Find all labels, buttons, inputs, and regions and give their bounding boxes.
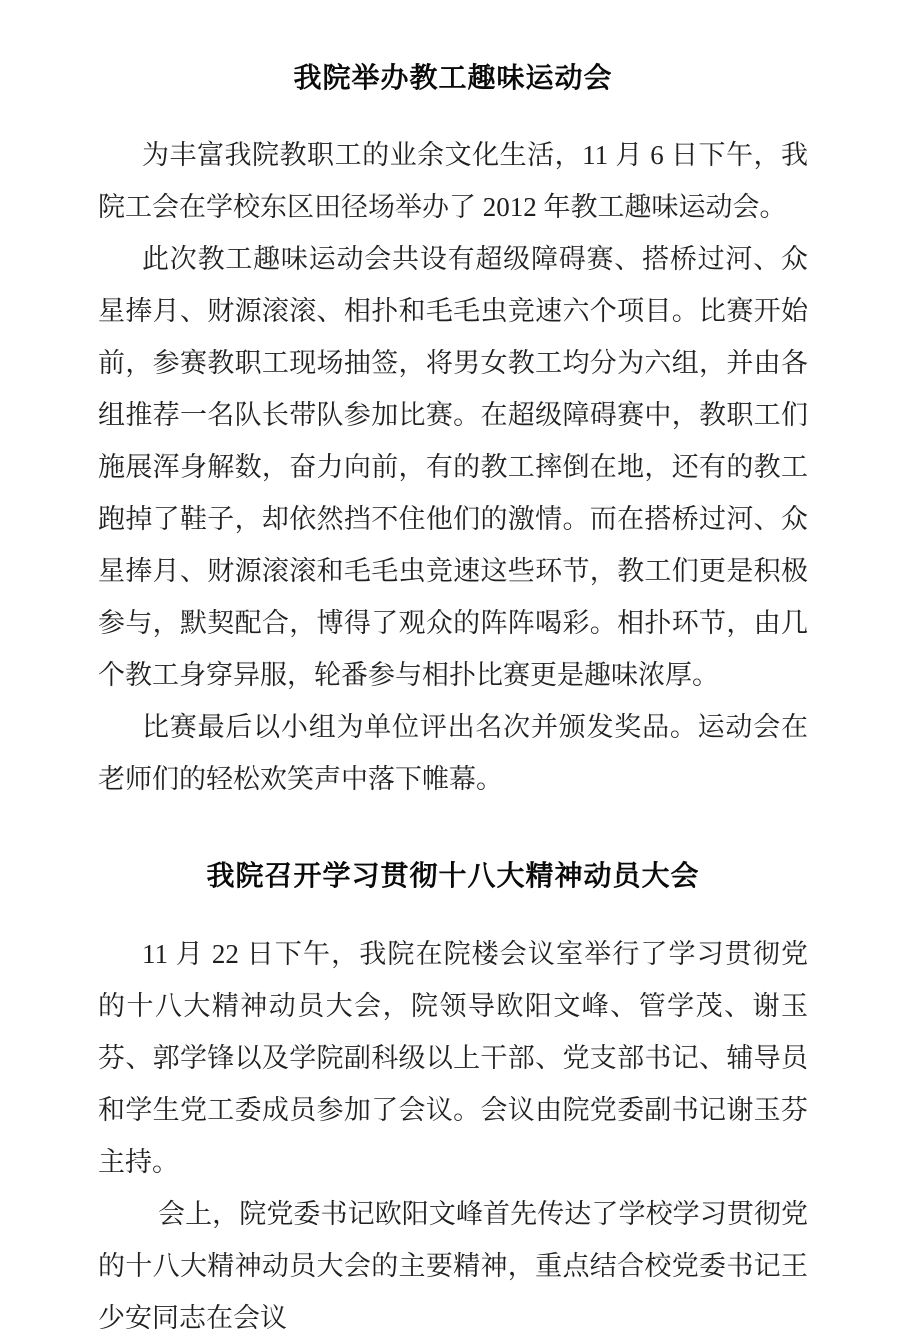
- article-2-title: 我院召开学习贯彻十八大精神动员大会: [206, 859, 700, 892]
- article-1-title: 我院举办教工趣味运动会: [293, 61, 613, 94]
- article-1-paragraph-2: 此次教工趣味运动会共设有超级障碍赛、搭桥过河、众星捧月、财源滚滚、相扑和毛毛虫竞速六个项目。比赛开始前，参赛教职工现场抽签，将男女教工均分为六组，并由各组推荐一名队长带队参加比赛。在超级障碍赛中，教职工们施展浑身解数，奋力向前，有的教工摔倒在地，还有的教工跑掉了鞋子，却依然挡不住他们的激情。而在搭桥过河、众星捧月、财源滚滚和毛毛虫竞速这些环节，教工们更是积极参与，默契配合，博得了观众的阵阵喝彩。相扑环节，由几个教工身穿异服，轮番参与相扑比赛更是趣味浓厚。: [98, 244, 808, 690]
- article-1-paragraph-3: 比赛最后以小组为单位评出名次并颁发奖品。运动会在老师们的轻松欢笑声中落下帷幕。: [98, 712, 808, 794]
- article-1-paragraph-1: 为丰富我院教职工的业余文化生活，11 月 6 日下午，我院工会在学校东区田径场举办了 2012 年教工趣味运动会。: [98, 140, 808, 222]
- article-2-paragraph-1: 11 月 22 日下午，我院在院楼会议室举行了学习贯彻党的十八大精神动员大会，院领导欧阳文峰、管学茂、谢玉芬、郭学锋以及学院副科级以上干部、党支部书记、辅导员和学生党工委成员参加了会议。会议由院党委副书记谢玉芬主持。: [98, 939, 808, 1177]
- article-2-paragraph-2: 会上，院党委书记欧阳文峰首先传达了学校学习贯彻党的十八大精神动员大会的主要精神，重点结合校党委书记王少安同志在会议: [98, 1199, 808, 1333]
